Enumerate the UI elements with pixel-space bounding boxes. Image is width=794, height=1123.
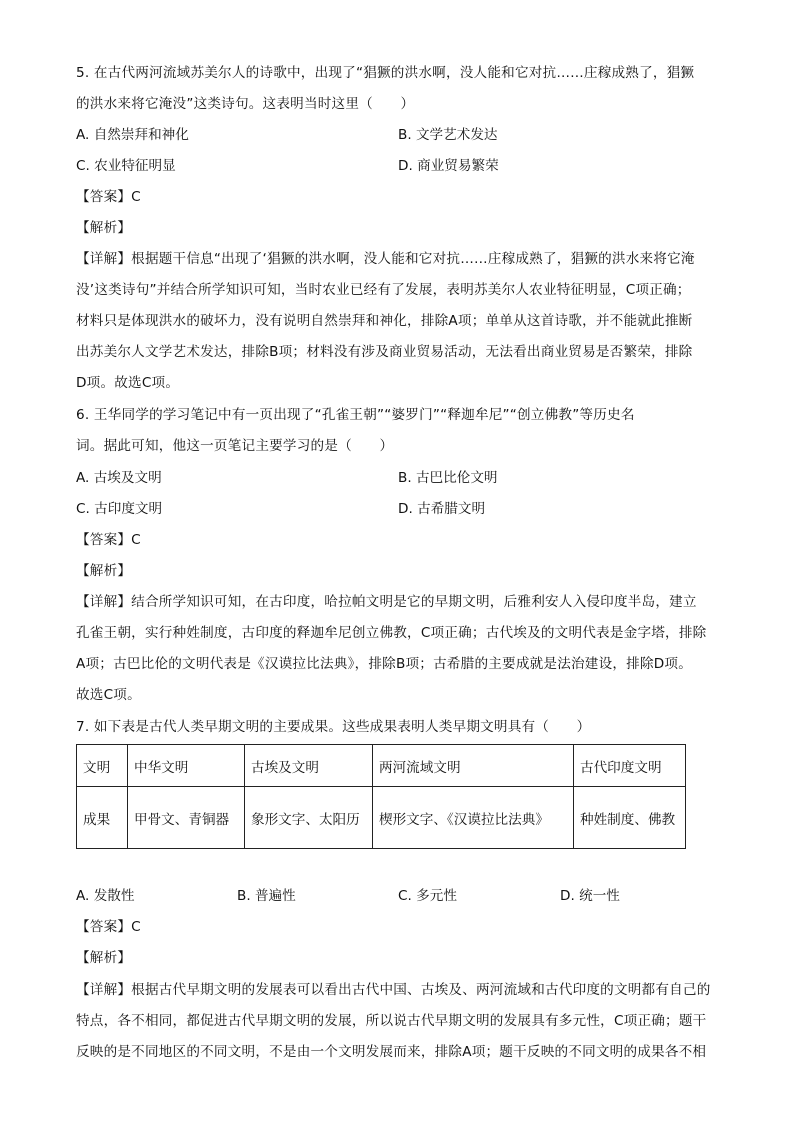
table-cell: 成果 (77, 787, 128, 849)
q7-answer: 【答案】C (76, 919, 141, 935)
q7-option-d: D. 统一性 (560, 888, 620, 904)
q5-answer: 【答案】C (76, 189, 141, 205)
table-header-cell: 古代印度文明 (574, 745, 686, 787)
q5-analysis-heading: 【解析】 (76, 220, 132, 236)
q6-stem-line-2: 词。据此可知，他这一页笔记主要学习的是（ ） (76, 438, 394, 454)
q6-option-a: A. 古埃及文明 (76, 470, 162, 486)
q5-stem-line-2: 的洪水来将它淹没”这类诗句。这表明当时这里（ ） (76, 96, 415, 112)
q5-detail-line-1: 【详解】根据题干信息“出现了‘猖獗的洪水啊，没人能和它对抗……庄稼成熟了，猖獗的洪水来将它淹 (76, 251, 695, 267)
q7-option-c: C. 多元性 (398, 888, 457, 904)
table-header-row (77, 745, 686, 787)
table-cell: 楔形文字、《汉谟拉比法典》 (373, 787, 574, 849)
q5-detail-line-2: 没’这类诗句”并结合所学知识可知，当时农业已经有了发展，表明苏美尔人农业特征明显，C项正确； (76, 282, 691, 298)
q6-answer: 【答案】C (76, 532, 141, 548)
q6-option-b: B. 古巴比伦文明 (398, 470, 498, 486)
q5-detail-line-5: D项。故选C项。 (76, 375, 180, 391)
q7-detail-line-1: 【详解】根据古代早期文明的发展表可以看出古代中国、古埃及、两河流域和古代印度的文明都有自己的 (76, 982, 711, 998)
q6-detail-line-1: 【详解】结合所学知识可知，在古印度，哈拉帕文明是它的早期文明，后雅利安人入侵印度半岛，建立 (76, 594, 697, 610)
table-header-cell: 两河流域文明 (373, 745, 574, 787)
q5-detail-line-4: 出苏美尔人文学艺术发达，排除B项；材料没有涉及商业贸易活动，无法看出商业贸易是否繁荣，排除 (76, 344, 693, 360)
q7-stem: 7. 如下表是古代人类早期文明的主要成果。这些成果表明人类早期文明具有（ ） (76, 719, 591, 735)
q5-option-c: C. 农业特征明显 (76, 158, 176, 174)
q5-detail-line-3: 材料只是体现洪水的破坏力，没有说明自然崇拜和神化，排除A项；单单从这首诗歌，并不能就此推断 (76, 313, 693, 329)
table-header-cell: 文明 (77, 745, 128, 787)
q6-option-d: D. 古希腊文明 (398, 501, 486, 517)
table-row (77, 787, 686, 849)
q6-option-c: C. 古印度文明 (76, 501, 163, 517)
q6-detail-line-3: A项；古巴比伦的文明代表是《汉谟拉比法典》，排除B项；古希腊的主要成就是法治建设，排除D项。 (76, 656, 693, 672)
table-header-cell: 中华文明 (128, 745, 245, 787)
q5-option-b: B. 文学艺术发达 (398, 127, 498, 143)
table-cell: 种姓制度、佛教 (574, 787, 686, 849)
q6-stem-line-1: 6. 王华同学的学习笔记中有一页出现了“孔雀王朝”“婆罗门”“释迦牟尼”“创立佛教”等历史名 (76, 407, 635, 423)
q5-stem-line-1: 5. 在古代两河流域苏美尔人的诗歌中，出现了“猖獗的洪水啊，没人能和它对抗……庄稼成熟了，猖獗 (76, 65, 695, 81)
table-cell: 象形文字、太阳历 (245, 787, 373, 849)
q5-option-a: A. 自然崇拜和神化 (76, 127, 189, 143)
q5-option-d: D. 商业贸易繁荣 (398, 158, 499, 174)
q6-analysis-heading: 【解析】 (76, 563, 132, 579)
table-cell: 甲骨文、青铜器 (128, 787, 245, 849)
q6-detail-line-4: 故选C项。 (76, 687, 141, 703)
table-header-cell: 古埃及文明 (245, 745, 373, 787)
q6-detail-line-2: 孔雀王朝，实行种姓制度，古印度的释迦牟尼创立佛教，C项正确；古代埃及的文明代表是金字塔，排除 (76, 625, 707, 641)
q7-detail-line-3: 反映的是不同地区的不同文明，不是由一个文明发展而来，排除A项；题干反映的不同文明的成果各不相 (76, 1044, 707, 1060)
q7-option-a: A. 发散性 (76, 888, 135, 904)
q7-option-b: B. 普遍性 (237, 888, 296, 904)
q7-analysis-heading: 【解析】 (76, 950, 132, 966)
q7-detail-line-2: 特点，各不相同，都促进古代早期文明的发展，所以说古代早期文明的发展具有多元性，C项正确；题干 (76, 1013, 707, 1029)
civilization-table (76, 744, 686, 849)
